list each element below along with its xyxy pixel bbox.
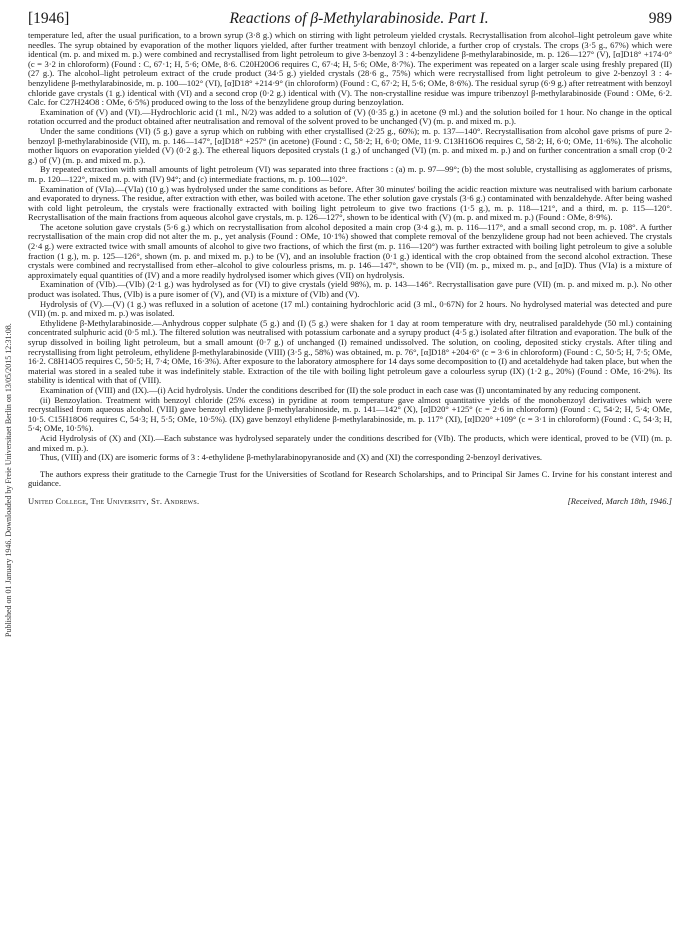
paragraph: Thus, (VIII) and (IX) are isomeric forms of 3 : 4-ethylidene β-methylarabinopyranoside and (X) and (XI) the corresponding 2-benzoyl derivatives. <box>40 452 543 463</box>
header-title: Reactions of β-Methylarabinoside. Part I. <box>229 10 489 27</box>
article-body <box>28 31 672 489</box>
paragraph: Acid Hydrolysis of (X) and (XI).—Each substance was hydrolysed separately under the conditions described for (VIb). The products, which were identical, proved to be (VII) (m. p. and mixed m. p.). <box>28 432 672 453</box>
paragraph: Examination of (VIb).—(VIb) (2·1 g.) was hydrolysed as for (VI) to give crystals (yield 98%), m. p. 143—146°. Recrystallisation gave pure (VII) (m. p. and mixed m. p.). No other product was isolated. Thus, (VIb) is a pure isomer of (V), and (VI) is a mixture of (VIb) and (V). <box>28 279 672 300</box>
paragraph: Examination of (V) and (VI).—Hydrochloric acid (1 ml., N/2) was added to a solution of (V) (0·35 g.) in acetone (9 ml.) and the solution boiled for 1 hour. No change in the optical rotation occurred and the product obtained after neutralisation and removal of the solvent proved to be unchanged (V) (m. p. and mixed m. p.). <box>28 106 672 127</box>
header-year: [1946] <box>28 10 70 27</box>
paragraph: temperature led, after the usual purification, to a brown syrup (3·8 g.) which on stirring with light petroleum yielded crystals. Recrystallisation from alcohol–light petroleum gave white needles. The syrup obtained by evaporation of the mother liquors yielded, after further treatment with benzoyl chloride, a further crop of crystals. The crops (3·5 g., 67%) which were identical (m. p. and mixed m. p.) were combined and recrystallised from light petroleum to give 3-benzoyl 3 : 4-benzylidene β-methylarabinoside, m. p. 126—127° (V), [α]D18° +174·0° (c = 3·2 in chloroform) (Found : C, 67·1; H, 5·6; OMe, 8·6. C20H20O6 requires C, 67·4; H, 5·6; OMe, 8·7%). The experiment was repeated on a larger scale using freshly prepared (II) (27 g.). The alcohol–light petroleum extract of the crude product (34·5 g.) yielded crystals (28·6 g., 75%) which were recrystallised from light petroleum to give 2-benzoyl 3 : 4-benzylidene β-methylarabinoside, m. p. 100—102° (VI), [α]D18° +214·9° (in chloroform) (Found : C, 67·2; H, 5·6; OMe, 8·6%). The residual syrup (6·9 g.) after retreatment with benzoyl chloride gave crystals (1 g.) identical with (VI) and a second crop (0·2 g.) identical with (V). The non-crystalline residue was impure tribenzoyl β-methylarabinoside (Found : OMe, 6·2. Calc. for C27H24O8 : OMe, 6·5%) produced owing to the loss of the benzylidene group during benzoylation. <box>28 30 672 108</box>
paragraph: (ii) Benzoylation. Treatment with benzoyl chloride (25% excess) in pyridine at room temperature gave almost quantitative yields of the monobenzoyl derivatives which were recrystallised from aqueous alcohol. (VIII) gave benzoyl ethylidene β-methylarabinoside, m. p. 141—142° (X), [α]D20° +125° (c = 2·6 in chloroform) (Found : C, 54·2; H, 5·4; OMe, 10·5. C15H18O6 requires C, 54·3; H, 5·5; OMe, 10·5%). (IX) gave benzoyl ethylidene β-methylarabinoside, m. p. 117° (XI), [α]D20° +109° (c = 3·1 in chloroform) (Found : C, 54·3; H, 5·4; OMe, 10·5%). <box>28 394 672 434</box>
paragraph: Ethylidene β-Methylarabinoside.—Anhydrous copper sulphate (5 g.) and (I) (5 g.) were shaken for 1 day at room temperature with dry, neutralised paraldehyde (50 ml.) containing concentrated sulphuric acid (0·5 ml.). The filtered solution was neutralised with potassium carbonate and a syrupy product (4·5 g.) isolated after filtration and evaporation. The bulk of the syrup dissolved in boiling light petroleum, but a small amount (0·7 g.) of unchanged (I) remained undissolved. The solution, on cooling, deposited sticky crystals. After tiling and recrystallising from light petroleum, ethylidene β-methylarabinoside (VIII) (3·5 g., 58%) was obtained, m. p. 76°, [α]D18° +204·6° (c = 3·6 in chloroform) (Found : C, 50·5; H, 7·5; OMe, 16·2. C8H14O5 requires C, 50·5; H, 7·4; OMe, 16·3%). After exposure to the laboratory atmosphere for 14 days some decomposition to (I) and acetaldehyde had taken place, but when the material was stored in a sealed tube it was indefinitely stable. Extraction of the tile with boiling light petroleum gave a colourless syrup (IX) (1·2 g., 20%) (Found : OMe, 16·2%). Its stability is identical with that of (VIII). <box>28 317 672 386</box>
paragraph: Examination of (VIII) and (IX).—(i) Acid hydrolysis. Under the conditions described for (II) the sole product in each case was (I) uncontaminated by any reducing component. <box>40 384 641 395</box>
paragraph: By repeated extraction with small amounts of light petroleum (VI) was separated into three fractions : (a) m. p. 97—99°; (b) the most soluble, crystallising as agglomerates of prisms, m. p. 120—122°, mixed m. p. with (IV) 94°; and (c) intermediate fractions, m. p. 100—102°. <box>28 164 672 184</box>
page-number: 989 <box>648 10 672 27</box>
page <box>28 10 672 506</box>
acknowledgement: The authors express their gratitude to the Carnegie Trust for the Universities of Scotland for Research Scholarships, and to Principal Sir James C. Irvine for his constant interest and guidance. <box>28 468 672 489</box>
running-header <box>28 10 672 28</box>
footer <box>28 496 672 506</box>
affiliation: United College, The University, St. Andrews. <box>28 495 200 506</box>
paragraph: Under the same conditions (VI) (5 g.) gave a syrup which on rubbing with ether crystallised (2·25 g., 60%); m. p. 137—140°. Recrystallisation from alcohol gave prisms of pure 2-benzoyl β-methylarabinoside (VII), m. p. 146—147°, [α]D18° +257° (in acetone) (Found : C, 58·2; H, 6·0; OMe, 11·9. C13H16O6 requires C, 58·2; H, 6·0; OMe, 11·6%). The alcoholic mother liquors on evaporation yielded (V) (0·2 g.). The ethereal liquors deposited crystals (1 g.) of unchanged (VI) (m. p. and mixed m. p.) and on further concentration a small crop (0·2 g.) of (V) (m. p. and mixed m. p.). <box>28 125 672 165</box>
paragraph: Hydrolysis of (V).—(V) (1 g.) was refluxed in a solution of acetone (17 ml.) containing hydrochloric acid (3 ml., 0·67N) for 2 hours. No hydrolysed material was detected and pure (VII) (m. p. and mixed m. p.) was isolated. <box>28 298 672 319</box>
paragraph: Examination of (VIa).—(VIa) (10 g.) was hydrolysed under the same conditions as before. After 30 minutes' boiling the acidic reaction mixture was neutralised with barium carbonate and evaporated to dryness. The residue, after extraction with ether, was boiled with acetone. The ether solution gave crystals (3·6 g.) contaminated with benzaldehyde. After being washed with cold light petroleum, the crystals were fractionally extracted with boiling light petroleum to give two fractions (1·5 g.), m. p. 118—121°, and a third, m. p. 115—120°. Recrystallisation of the main fractions from aqueous alcohol gave crystals, m. p. 126—127°, shown to be identical with (V) (m. p. and mixed m. p.) (Found : OMe, 8·9%). <box>28 183 672 223</box>
paragraph: The acetone solution gave crystals (5·6 g.) which on recrystallisation from alcohol deposited a main crop (3·4 g.), m. p. 116—117°, and a small second crop, m. p. 108°. A further recrystallisation of the main crop did not alter the m. p., yet analysis (Found : OMe, 10·1%) showed that complete removal of the benzylidene group had not been achieved. The crystals (2·4 g.) were extracted twice with small amounts of alcohol to give two fractions, of which the first (m. p. 116—120°) was further extracted with boiling light petroleum to give a soluble fraction (1 g.), m. p. 125—126°, shown (m. p. and mixed m. p.) to be (V), and an insoluble fraction (0·1 g.) identical with the crop obtained from the second alcohol extraction. These crystals were combined and recrystallised from ether–alcohol to give colourless prisms, m. p. 146—147°, shown to be (VII) (m. p., mixed m. p., and [α]D). Thus (VIa) is a mixture of approximately equal quantities of (IV) and a more readily hydrolysed isomer which gives (VII) on hydrolysis. <box>28 221 672 280</box>
received-date: [Received, March 18th, 1946.] <box>567 495 672 506</box>
download-watermark: Published on 01 January 1946. Downloaded by Freie Universitaet Berlin on 13/05/2015 12:31:08. <box>4 323 13 637</box>
